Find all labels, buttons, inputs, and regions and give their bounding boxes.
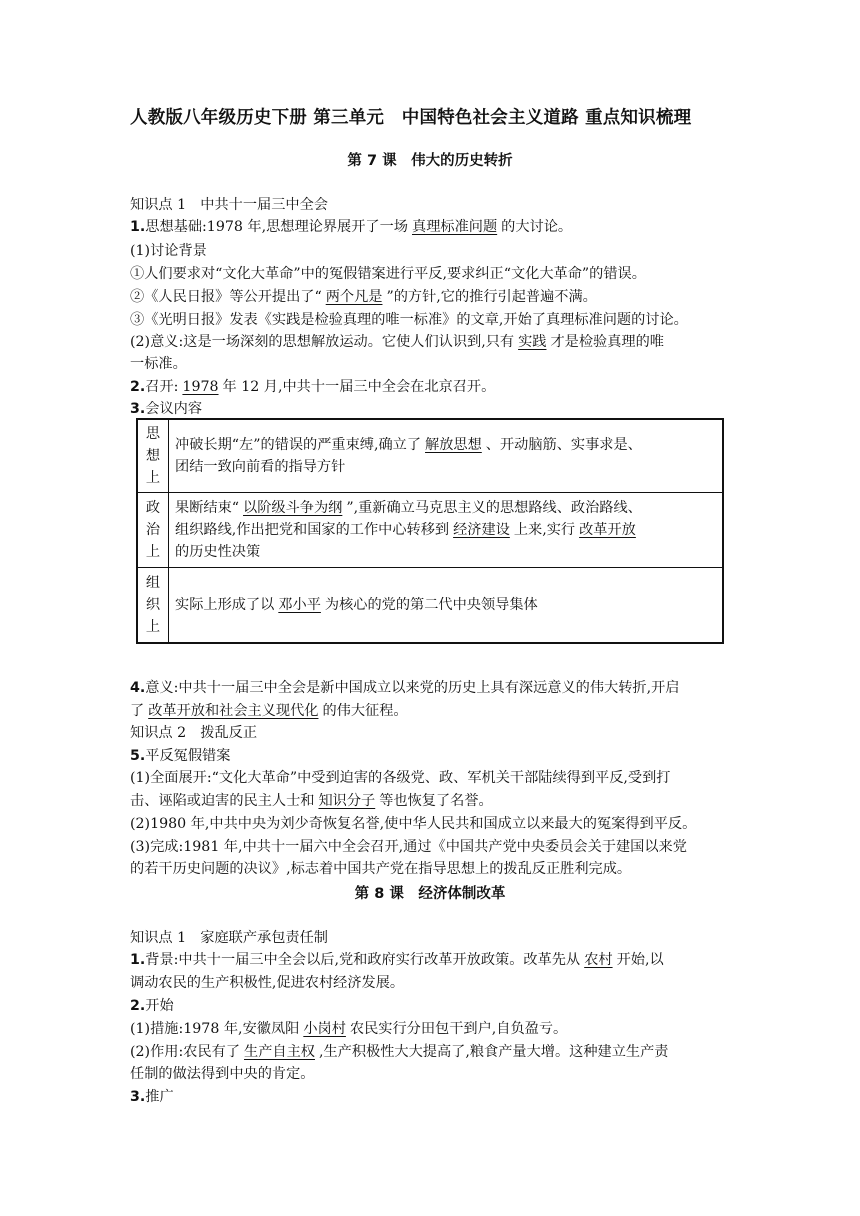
paragraph — [130, 700, 408, 722]
knowledge-point-heading: 知识点 2 拨乱反正 — [130, 725, 258, 741]
answer-blank: 知识分子 — [318, 793, 376, 809]
item-number: 4. — [130, 680, 146, 696]
text: (1)措施:1978 年,安徽凤阳 — [130, 1021, 300, 1037]
paragraph — [130, 745, 230, 767]
text: 的伟大征程。 — [322, 703, 408, 719]
text: 意义:中共十一届三中全会是新中国成立以来党的历史上具有深远意义的伟大转折,开启 — [145, 680, 680, 696]
paragraph — [130, 995, 174, 1017]
row-content: 实际上形成了以 邓小平 为核心的党的第二代中央领导集体 — [169, 568, 724, 644]
text: 的大讨论。 — [501, 219, 573, 235]
paragraph: ①人们要求对“文化大革命”中的冤假错案进行平反,要求纠正“文化大革命”的错误。 — [130, 266, 646, 282]
paragraph: 的若干历史问题的决议》,标志着中国共产党在指导思想上的拨乱反正胜利完成。 — [130, 861, 632, 877]
meeting-content-table — [136, 418, 724, 644]
text: 推广 — [145, 1089, 174, 1105]
text: ”的方针,它的推行引起普遍不满。 — [386, 289, 597, 305]
answer-blank: 真理标准问题 — [412, 219, 498, 235]
paragraph: (3)完成:1981 年,中共十一届六中全会召开,通过《中国共产党中央委员会关于建国以来党 — [130, 839, 687, 855]
answer-blank: 小岗村 — [303, 1021, 346, 1037]
text: 会议内容 — [145, 401, 203, 417]
paragraph — [130, 216, 572, 238]
row-header: 思 想 上 — [137, 419, 169, 493]
answer-blank: 实践 — [518, 334, 547, 350]
text: 年 12 月,中共十一届三中全会在北京召开。 — [222, 379, 496, 395]
answer-blank: 解放思想 — [425, 437, 482, 453]
paragraph: (1)全面展开:“文化大革命”中受到迫害的各级党、政、军机关干部陆续得到平反,受到打 — [130, 770, 671, 786]
paragraph — [130, 331, 664, 353]
paragraph: 调动农民的生产积极性,促进农村经济发展。 — [130, 975, 405, 991]
lesson-7-title: 第 7 课 伟大的历史转折 — [347, 153, 513, 169]
text: 才是检验真理的唯 — [550, 334, 664, 350]
table-row — [137, 419, 723, 493]
paragraph: (2)1980 年,中共中央为刘少奇恢复名誉,使中华人民共和国成立以来最大的冤案得到平反。 — [130, 816, 697, 832]
text: 农民实行分田包干到户,自负盈亏。 — [349, 1021, 568, 1037]
answer-blank: 生产自主权 — [244, 1044, 315, 1060]
answer-blank: 邓小平 — [278, 597, 321, 613]
answer-blank: 两个凡是 — [325, 289, 383, 305]
item-number: 5. — [130, 748, 146, 764]
answer-blank: 以阶级斗争为纲 — [243, 500, 343, 516]
text: 背景:中共十一届三中全会以后,党和政府实行改革开放政策。改革先从 — [145, 952, 581, 968]
item-number: 3. — [130, 401, 146, 417]
row-header: 组 织 上 — [137, 568, 169, 644]
paragraph: (1)讨论背景 — [130, 243, 207, 259]
text: (2)作用:农民有了 — [130, 1044, 241, 1060]
table-row — [137, 493, 723, 568]
paragraph: ③《光明日报》发表《实践是检验真理的唯一标准》的文章,开始了真理标准问题的讨论。 — [130, 312, 688, 328]
lesson-8-title: 第 8 课 经济体制改革 — [354, 886, 506, 902]
row-content: 果断结束“ 以阶级斗争为纲 ”,重新确立马克思主义的思想路线、政治路线、 组织路线,作出把党和国家的工作中心转移到 经济建设 上来,实行 改革开放 的历史性决策 — [169, 493, 724, 568]
text: 开始 — [145, 998, 174, 1014]
answer-blank: 农村 — [584, 952, 613, 968]
paragraph: 一标准。 — [130, 356, 187, 372]
paragraph — [130, 790, 493, 812]
text: (2)意义:这是一场深刻的思想解放运动。它使人们认识到,只有 — [130, 334, 515, 350]
paragraph — [130, 949, 664, 971]
text: 击、诬陷或迫害的民主人士和 — [130, 793, 315, 809]
answer-blank: 改革开放 — [579, 522, 636, 538]
row-header: 政 治 上 — [137, 493, 169, 568]
paragraph — [130, 286, 597, 308]
text: 思想基础:1978 年,思想理论界展开了一场 — [145, 219, 408, 235]
table-row — [137, 568, 723, 644]
paragraph: 任制的做法得到中央的肯定。 — [130, 1066, 315, 1082]
paragraph — [130, 1041, 669, 1063]
item-number: 2. — [130, 379, 146, 395]
answer-blank: 改革开放和社会主义现代化 — [148, 703, 319, 719]
item-number: 1. — [130, 219, 146, 235]
paragraph — [130, 398, 202, 420]
text: ②《人民日报》等公开提出了“ — [130, 289, 322, 305]
text: 平反冤假错案 — [145, 748, 231, 764]
text: 召开: — [145, 379, 179, 395]
knowledge-point-heading: 知识点 1 家庭联产承包责任制 — [130, 930, 328, 946]
text: 等也恢复了名誉。 — [379, 793, 493, 809]
answer-blank: 1978 — [182, 379, 219, 395]
item-number: 3. — [130, 1089, 146, 1105]
text: 开始,以 — [616, 952, 664, 968]
paragraph — [130, 677, 680, 699]
knowledge-point-heading: 知识点 1 中共十一届三中全会 — [130, 197, 328, 213]
answer-blank: 经济建设 — [453, 522, 510, 538]
paragraph — [130, 1018, 567, 1040]
text: 了 — [130, 703, 145, 719]
document-title: 人教版八年级历史下册 第三单元 中国特色社会主义道路 重点知识梳理 — [130, 108, 692, 128]
text: ,生产积极性大大提高了,粮食产量大增。这种建立生产责 — [318, 1044, 669, 1060]
row-content: 冲破长期“左”的错误的严重束缚,确立了 解放思想 、开动脑筋、实事求是、 团结一致向前看的指导方针 — [169, 419, 724, 493]
item-number: 2. — [130, 998, 146, 1014]
item-number: 1. — [130, 952, 146, 968]
paragraph — [130, 1086, 174, 1108]
paragraph — [130, 376, 495, 398]
